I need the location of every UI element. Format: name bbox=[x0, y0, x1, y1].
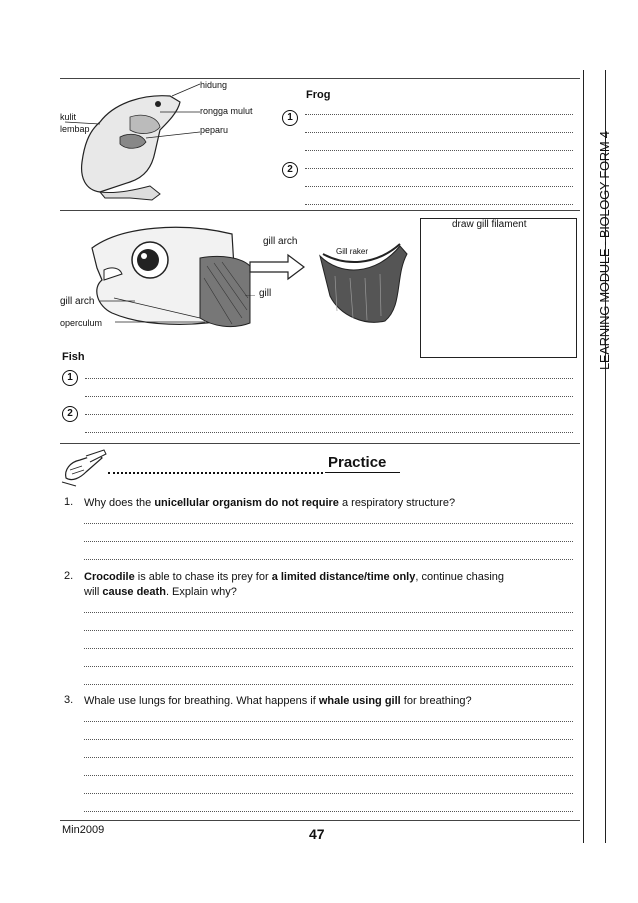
fish-answer-2-marker: 2 bbox=[62, 406, 78, 422]
arrow-icon bbox=[248, 252, 308, 282]
answer-line[interactable] bbox=[84, 684, 573, 685]
label-gill-arch-left: gill arch bbox=[60, 296, 95, 307]
answer-line[interactable] bbox=[84, 523, 573, 524]
footer-divider bbox=[60, 820, 580, 821]
question-3-number: 3. bbox=[64, 694, 74, 706]
answer-line[interactable] bbox=[305, 132, 573, 133]
question-3-text: Whale use lungs for breathing. What happens if whale using gill for breathing? bbox=[84, 695, 472, 707]
top-divider bbox=[60, 78, 580, 79]
answer-line[interactable] bbox=[84, 612, 573, 613]
label-gill-raker: Gill raker bbox=[336, 247, 369, 256]
frog-fish-divider bbox=[60, 210, 580, 211]
fish-answer-1-marker: 1 bbox=[62, 370, 78, 386]
answer-line[interactable] bbox=[305, 150, 573, 151]
answer-line[interactable] bbox=[305, 114, 573, 115]
practice-title-underline bbox=[325, 472, 400, 473]
sidebar-border-left bbox=[583, 70, 584, 843]
label-operculum: operculum bbox=[60, 318, 103, 328]
answer-line[interactable] bbox=[84, 775, 573, 776]
draw-box-label: draw gill filament bbox=[452, 219, 527, 230]
answer-line[interactable] bbox=[305, 204, 573, 205]
answer-line[interactable] bbox=[84, 721, 573, 722]
answer-line[interactable] bbox=[84, 793, 573, 794]
answer-line[interactable] bbox=[305, 186, 573, 187]
answer-line[interactable] bbox=[85, 396, 573, 397]
question-2-number: 2. bbox=[64, 570, 74, 582]
frog-answer-2-marker: 2 bbox=[282, 162, 298, 178]
answer-line[interactable] bbox=[84, 648, 573, 649]
pen-writing-icon bbox=[60, 448, 110, 488]
answer-line[interactable] bbox=[85, 378, 573, 379]
fish-label-leaders bbox=[95, 295, 265, 327]
frog-illustration bbox=[60, 82, 210, 202]
page-number: 47 bbox=[309, 826, 325, 842]
answer-line[interactable] bbox=[84, 757, 573, 758]
answer-line[interactable] bbox=[84, 666, 573, 667]
answer-line[interactable] bbox=[84, 630, 573, 631]
label-gill-arch-top: gill arch bbox=[263, 236, 298, 247]
practice-title: Practice bbox=[328, 454, 387, 471]
sidebar-title: LEARNING MODULE - BIOLOGY FORM 4 bbox=[597, 131, 612, 370]
label-gill: gill bbox=[259, 288, 272, 299]
fish-title: Fish bbox=[62, 351, 85, 363]
frog-answer-1-marker: 1 bbox=[282, 110, 298, 126]
question-2-text: Crocodile is able to chase its prey for a limited distance/time only, continue chasing will cause death. Explain why? bbox=[84, 571, 505, 598]
draw-gill-filament-box[interactable] bbox=[420, 218, 577, 358]
frog-title: Frog bbox=[306, 89, 331, 101]
question-1-text: Why does the unicellular organism do not require a respiratory structure? bbox=[84, 497, 456, 509]
answer-line[interactable] bbox=[84, 541, 573, 542]
footer-author: Min2009 bbox=[62, 824, 105, 836]
label-hidung: hidung bbox=[200, 80, 228, 90]
answer-line[interactable] bbox=[84, 559, 573, 560]
fish-practice-divider bbox=[60, 443, 580, 444]
label-kulit: kulit bbox=[60, 112, 77, 122]
answer-line[interactable] bbox=[85, 432, 573, 433]
practice-header-dots bbox=[108, 472, 323, 474]
label-lembap: lembap bbox=[60, 124, 90, 134]
label-peparu: peparu bbox=[200, 125, 229, 135]
answer-line[interactable] bbox=[84, 811, 573, 812]
label-rongga-mulut: rongga mulut bbox=[200, 106, 253, 116]
answer-line[interactable] bbox=[84, 739, 573, 740]
answer-line[interactable] bbox=[85, 414, 573, 415]
answer-line[interactable] bbox=[305, 168, 573, 169]
question-1-number: 1. bbox=[64, 496, 74, 508]
